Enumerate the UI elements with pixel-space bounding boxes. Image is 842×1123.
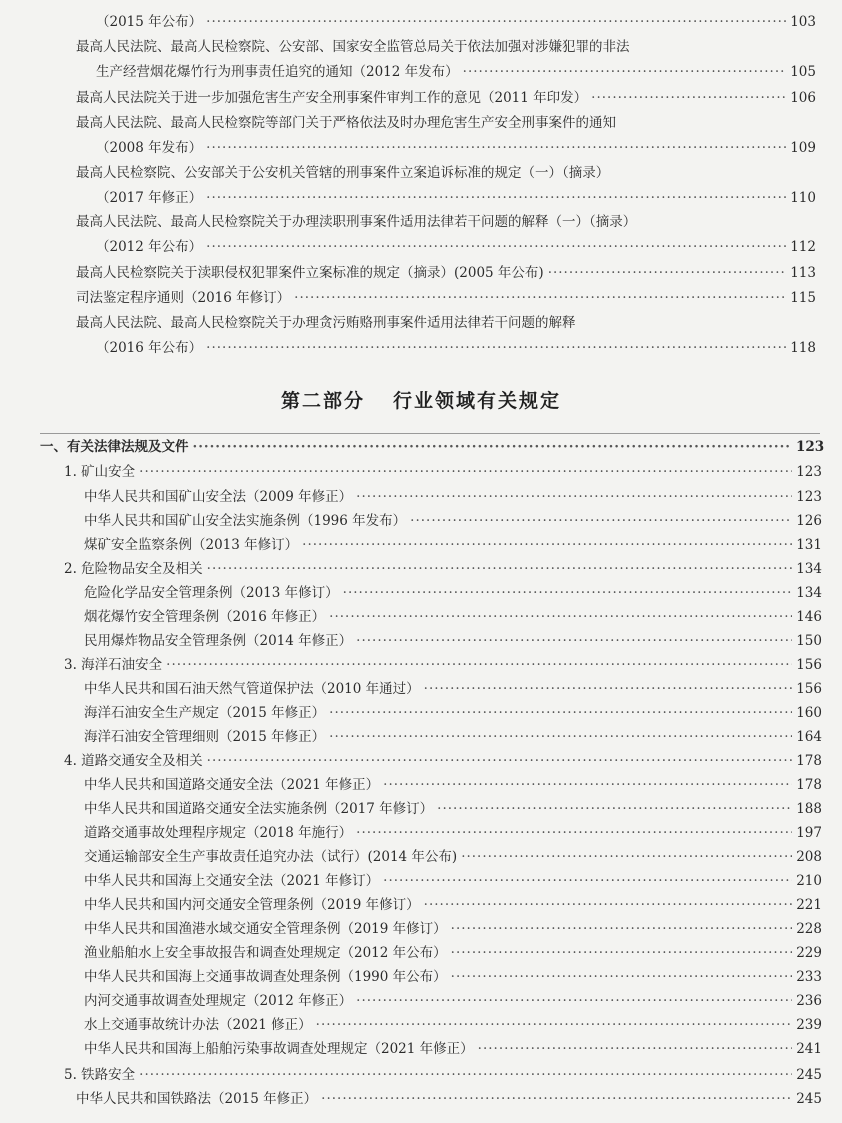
toc-entry-page: 113 (790, 265, 816, 281)
leader-dots (316, 1016, 792, 1034)
toc-entry[interactable] (84, 776, 822, 794)
toc-entry[interactable] (96, 189, 816, 207)
toc-entry-page: 123 (796, 439, 825, 455)
toc-entry[interactable] (96, 339, 816, 357)
toc-entry[interactable] (84, 584, 822, 602)
toc-entry-title: 2. 危险物品安全及相关 (64, 561, 203, 577)
toc-entry-page: 164 (796, 729, 822, 745)
toc-section[interactable] (64, 463, 822, 481)
toc-entry[interactable] (84, 896, 822, 914)
toc-entry-page: 245 (796, 1067, 822, 1083)
leader-dots (451, 968, 792, 986)
leader-dots (321, 1090, 792, 1108)
toc-entry-page: 239 (796, 1017, 822, 1033)
toc-entry-title: 海洋石油安全管理细则（2015 年修正） (84, 729, 326, 745)
toc-entry-title: （2012 年公布） (96, 239, 203, 255)
toc-entry[interactable] (76, 114, 816, 132)
toc-entry-page: 208 (796, 849, 822, 865)
toc-entry-title: 中华人民共和国铁路法（2015 年修正） (76, 1091, 318, 1107)
part-number: 第二部分 (280, 390, 365, 412)
toc-entry-page: 156 (796, 681, 822, 697)
toc-entry-title: 中华人民共和国矿山安全法（2009 年修正） (84, 489, 353, 505)
toc-section[interactable] (64, 560, 822, 578)
leader-dots (329, 608, 792, 626)
part-name: 行业领域有关规定 (393, 390, 562, 412)
toc-entry-title: 中华人民共和国海上船舶污染事故调查处理规定（2021 年修正） (84, 1041, 474, 1057)
toc-chapter[interactable] (40, 438, 825, 456)
toc-entry-page: 146 (796, 609, 822, 625)
leader-dots (302, 536, 792, 554)
toc-entry-title: 一、有关法律法规及文件 (40, 439, 189, 455)
leader-dots (139, 1066, 792, 1084)
leader-dots (206, 339, 786, 357)
toc-entry-title: 最高人民法院、最高人民检察院等部门关于严格依法及时办理危害生产安全刑事案件的通知 (76, 115, 616, 131)
toc-entry[interactable] (84, 704, 822, 722)
toc-entry[interactable] (84, 488, 822, 506)
leader-dots (461, 848, 792, 866)
toc-entry-page: 241 (796, 1041, 822, 1057)
leader-dots (329, 728, 792, 746)
toc-entry-title: （2015 年公布） (96, 14, 203, 30)
toc-entry-page: 112 (790, 239, 816, 255)
toc-entry-page: 160 (796, 705, 822, 721)
toc-section[interactable] (64, 656, 822, 674)
toc-entry[interactable] (76, 1090, 822, 1108)
section-divider (40, 433, 820, 434)
toc-entry[interactable] (84, 608, 822, 626)
toc-entry[interactable] (84, 1016, 822, 1034)
toc-entry-title: 烟花爆竹安全管理条例（2016 年修正） (84, 609, 326, 625)
toc-entry-page: 118 (790, 340, 816, 356)
leader-dots (383, 776, 792, 794)
toc-entry-page: 197 (796, 825, 822, 841)
toc-entry[interactable] (84, 992, 822, 1010)
toc-entry-page: 229 (796, 945, 822, 961)
toc-entry-title: 5. 铁路安全 (64, 1067, 136, 1083)
toc-section[interactable] (64, 752, 822, 770)
toc-entry[interactable] (96, 13, 816, 31)
toc-entry-title: 4. 道路交通安全及相关 (64, 753, 203, 769)
toc-entry-page: 123 (796, 464, 822, 480)
toc-entry-title: 中华人民共和国石油天然气管道保护法（2010 年通过） (84, 681, 420, 697)
toc-entry-page: 233 (796, 969, 822, 985)
toc-entry-page: 245 (796, 1091, 822, 1107)
toc-entry-page: 236 (796, 993, 822, 1009)
toc-entry[interactable] (84, 632, 822, 650)
toc-entry-page: 156 (796, 657, 822, 673)
toc-entry-title: 危险化学品安全管理条例（2013 年修订） (84, 585, 339, 601)
leader-dots (206, 189, 786, 207)
leader-dots (356, 488, 792, 506)
toc-entry[interactable] (84, 512, 822, 530)
toc-entry-page: 210 (796, 873, 822, 889)
toc-entry[interactable] (84, 1040, 822, 1058)
toc-entry[interactable] (76, 289, 816, 307)
toc-entry-title: （2008 年发布） (96, 140, 203, 156)
toc-entry-title: 道路交通事故处理程序规定（2018 年施行） (84, 825, 353, 841)
toc-entry-title: 煤矿安全监察条例（2013 年修订） (84, 537, 299, 553)
leader-dots (207, 752, 792, 770)
toc-entry-title: 生产经营烟花爆竹行为刑事责任追究的通知（2012 年发布） (96, 64, 459, 80)
toc-entry-page: 221 (796, 897, 822, 913)
toc-entry[interactable] (96, 238, 816, 256)
leader-dots (343, 584, 792, 602)
toc-entry[interactable] (76, 89, 816, 107)
toc-entry-page: 178 (796, 753, 822, 769)
toc-entry[interactable] (84, 872, 822, 890)
toc-entry-page: 188 (796, 801, 822, 817)
toc-entry-title: 最高人民法院、最高人民检察院、公安部、国家安全监管总局关于依法加强对涉嫌犯罪的非法 (76, 39, 630, 55)
leader-dots (329, 704, 792, 722)
toc-entry[interactable] (84, 944, 822, 962)
toc-entry-page: 178 (796, 777, 822, 793)
toc-section[interactable] (64, 1066, 822, 1084)
toc-entry-title: 内河交通事故调查处理规定（2012 年修正） (84, 993, 353, 1009)
toc-entry-page: 109 (790, 140, 816, 156)
leader-dots (193, 438, 793, 456)
toc-entry-title: 最高人民法院、最高人民检察院关于办理贪污贿赂刑事案件适用法律若干问题的解释 (76, 315, 576, 331)
leader-dots (451, 944, 792, 962)
toc-entry-page: 115 (790, 290, 816, 306)
leader-dots (478, 1040, 792, 1058)
toc-entry[interactable] (76, 164, 816, 182)
leader-dots (356, 992, 792, 1010)
toc-entry-title: 中华人民共和国内河交通安全管理条例（2019 年修订） (84, 897, 420, 913)
toc-entry[interactable] (76, 314, 816, 332)
toc-entry-page: 134 (796, 561, 822, 577)
toc-entry-title: 最高人民法院关于进一步加强危害生产安全刑事案件审判工作的意见（2011 年印发） (76, 90, 588, 106)
leader-dots (424, 896, 792, 914)
leader-dots (383, 872, 792, 890)
toc-entry[interactable] (76, 38, 816, 56)
toc-entry-title: 中华人民共和国矿山安全法实施条例（1996 年发布） (84, 513, 407, 529)
toc-entry-page: 150 (796, 633, 822, 649)
toc-entry-title: 3. 海洋石油安全 (64, 657, 163, 673)
toc-entry[interactable] (76, 213, 816, 231)
leader-dots (206, 238, 786, 256)
toc-entry-page: 126 (796, 513, 822, 529)
toc-entry-title: 最高人民法院、最高人民检察院关于办理渎职刑事案件适用法律若干问题的解释（一）（摘录） (76, 214, 637, 230)
toc-entry-title: 海洋石油安全生产规定（2015 年修正） (84, 705, 326, 721)
toc-entry[interactable] (84, 968, 822, 986)
toc-entry[interactable] (84, 824, 822, 842)
leader-dots (356, 632, 792, 650)
toc-entry[interactable] (76, 264, 816, 282)
toc-entry-title: 最高人民检察院关于渎职侵权犯罪案件立案标准的规定（摘录）(2005 年公布) (76, 265, 544, 281)
toc-entry-page: 131 (796, 537, 822, 553)
toc-entry-page: 228 (796, 921, 822, 937)
leader-dots (437, 800, 792, 818)
leader-dots (451, 920, 792, 938)
toc-entry[interactable] (96, 63, 816, 81)
toc-entry-title: （2017 年修正） (96, 190, 203, 206)
leader-dots (424, 680, 792, 698)
toc-entry-page: 106 (790, 90, 816, 106)
leader-dots (207, 560, 792, 578)
toc-entry-title: （2016 年公布） (96, 340, 203, 356)
toc-entry[interactable] (84, 848, 822, 866)
toc-entry-title: 司法鉴定程序通则（2016 年修订） (76, 290, 291, 306)
leader-dots (139, 463, 792, 481)
toc-entry[interactable] (84, 800, 822, 818)
toc-entry[interactable] (84, 536, 822, 554)
toc-entry-page: 134 (796, 585, 822, 601)
leader-dots (294, 289, 786, 307)
part-title (0, 386, 842, 413)
toc-entry[interactable] (96, 139, 816, 157)
leader-dots (410, 512, 792, 530)
leader-dots (356, 824, 792, 842)
toc-entry-title: 中华人民共和国海上交通事故调查处理条例（1990 年公布） (84, 969, 447, 985)
toc-entry-title: 中华人民共和国道路交通安全法（2021 年修正） (84, 777, 380, 793)
leader-dots (206, 13, 786, 31)
toc-entry-title: 中华人民共和国海上交通安全法（2021 年修订） (84, 873, 380, 889)
toc-entry-title: 中华人民共和国渔港水域交通安全管理条例（2019 年修订） (84, 921, 447, 937)
toc-entry[interactable] (84, 728, 822, 746)
toc-entry-page: 123 (796, 489, 822, 505)
toc-entry[interactable] (84, 920, 822, 938)
toc-entry-title: 最高人民检察院、公安部关于公安机关管辖的刑事案件立案追诉标准的规定（一）（摘录） (76, 165, 610, 181)
leader-dots (463, 63, 786, 81)
leader-dots (206, 139, 786, 157)
leader-dots (548, 264, 786, 282)
toc-entry-title: 渔业船舶水上安全事故报告和调查处理规定（2012 年公布） (84, 945, 447, 961)
leader-dots (591, 89, 786, 107)
toc-entry-page: 103 (790, 14, 816, 30)
toc-entry-page: 105 (790, 64, 816, 80)
toc-entry-title: 水上交通事故统计办法（2021 修正） (84, 1017, 312, 1033)
toc-entry-title: 1. 矿山安全 (64, 464, 136, 480)
leader-dots (166, 656, 792, 674)
toc-entry-title: 中华人民共和国道路交通安全法实施条例（2017 年修订） (84, 801, 434, 817)
toc-entry-title: 民用爆炸物品安全管理条例（2014 年修正） (84, 633, 353, 649)
toc-entry-page: 110 (790, 190, 816, 206)
toc-entry-title: 交通运输部安全生产事故责任追究办法（试行）(2014 年公布) (84, 849, 458, 865)
toc-entry[interactable] (84, 680, 822, 698)
